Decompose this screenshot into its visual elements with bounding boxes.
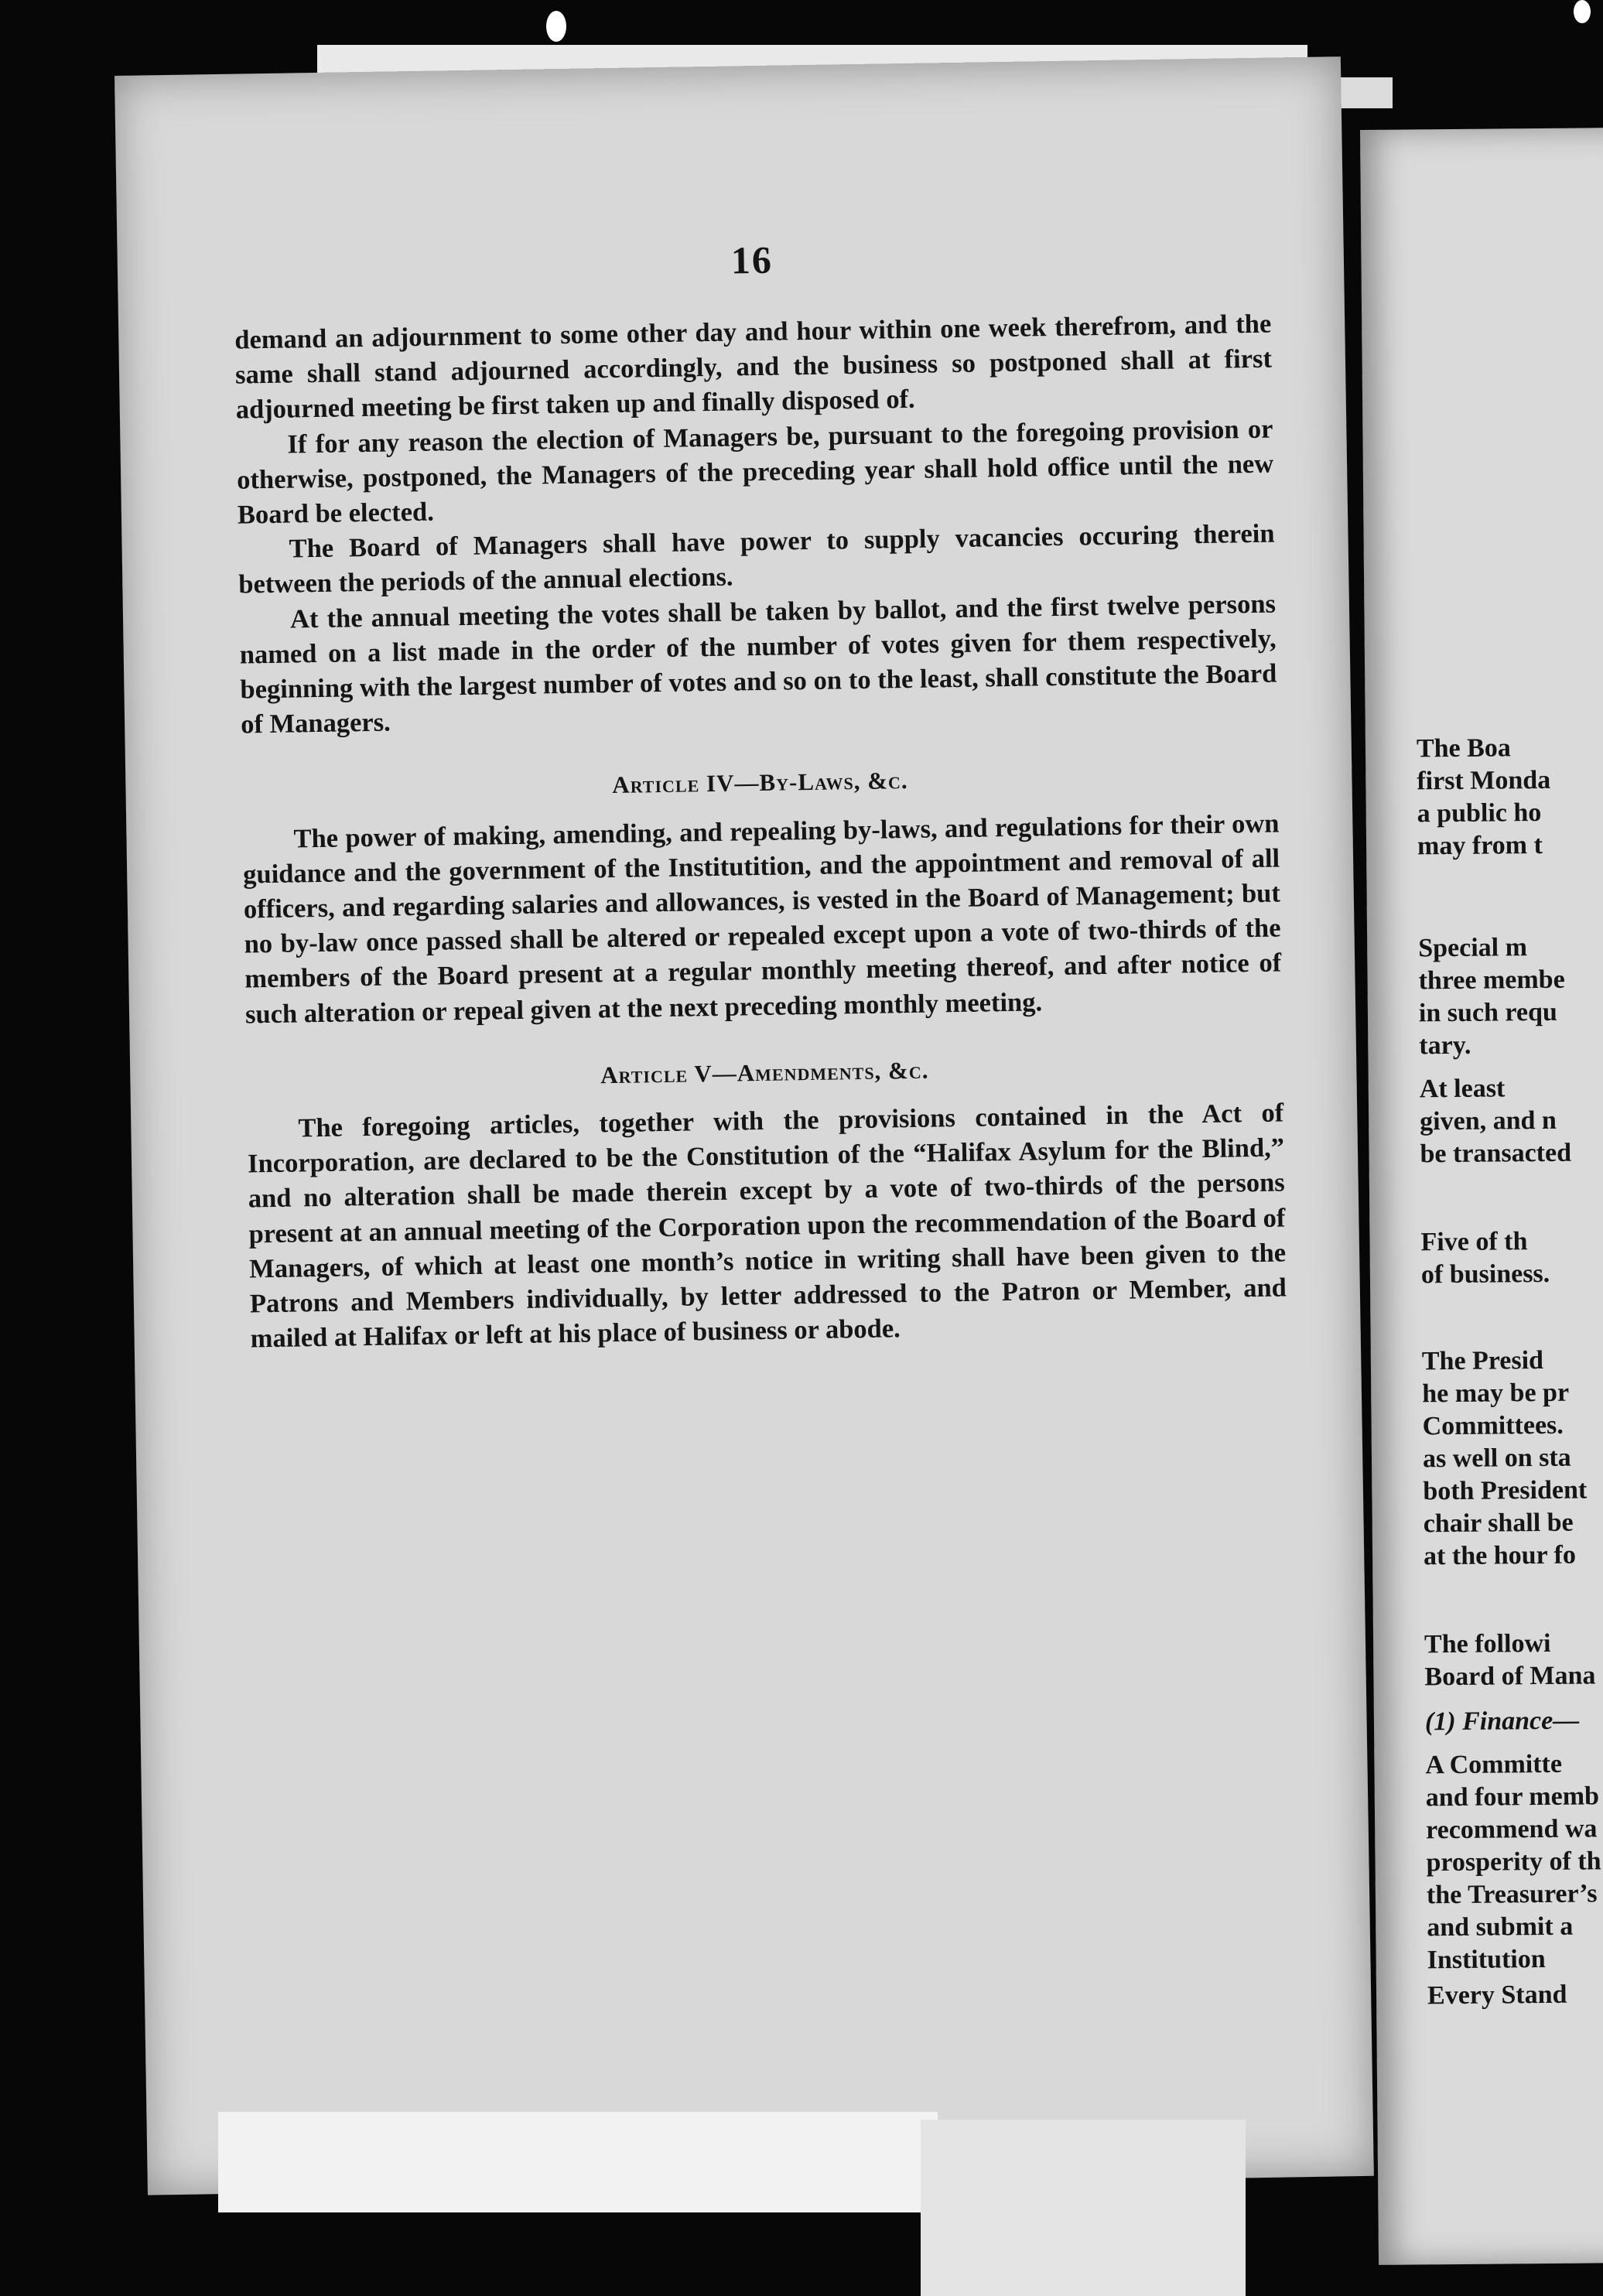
facing-line: Every Stand [1427, 1980, 1567, 2011]
facing-line: Board of Mana [1424, 1661, 1596, 1692]
facing-line: prosperity of th [1426, 1847, 1601, 1877]
paragraph: demand an adjournment to some other day and hour within one week therefrom, and the same shall stand adjourned accordingly, and the business so postponed shall at first adjourned meeting be first taken up and finally disposed of. [234, 309, 1273, 425]
facing-line: At least [1419, 1074, 1506, 1104]
facing-line: a public ho [1417, 798, 1542, 829]
facing-line: given, and n [1420, 1105, 1557, 1136]
facing-line: in such requ [1418, 997, 1558, 1028]
film-speck-2 [1574, 0, 1591, 23]
facing-line: of business. [1420, 1259, 1550, 1290]
facing-line: the Treasurer’s [1426, 1879, 1598, 1910]
paragraph: If for any reason the election of Managers be, pursuant to the foregoing provision or otherwise, postponed, the Managers of the preceding year shall hold office until the new Board be elected. [236, 414, 1274, 530]
facing-line: Five of th [1420, 1227, 1528, 1257]
facing-line: Committees. [1422, 1410, 1564, 1441]
article-heading: Article V—Amendments, &c. [600, 1056, 929, 1089]
facing-line: at the hour fo [1423, 1540, 1577, 1571]
facing-line: and submit a [1427, 1912, 1574, 1942]
facing-line: tary. [1419, 1030, 1471, 1061]
facing-line: both President [1423, 1475, 1588, 1506]
facing-line: as well on sta [1422, 1443, 1571, 1474]
paragraph: At the annual meeting the votes shall be taken by ballot, and the first twelve persons named on a list made in the order of the number of votes given for them respectively, beginning with the largest number of votes and so on to the least, shall constitute the Board of Managers. [239, 589, 1277, 740]
facing-line: A Committe [1425, 1749, 1563, 1780]
facing-line: The Boa [1416, 733, 1511, 764]
paper-strip-bottom-right [921, 2120, 1246, 2296]
facing-line: Special m [1418, 933, 1528, 963]
facing-line: The followi [1424, 1628, 1551, 1659]
paragraph: The power of making, amending, and repealing by-laws, and regulations for their own guidance and the government of the Institutition, and the appointment and removal of all officers, and regarding salaries and allowances, is vested in the Board of Management; but no by-law once passed shall be altered or repealed except upon a vote of two-thirds of the members of the Board present at a regular monthly meeting thereof, and after notice of such alteration or repeal given at the next preceding monthly meeting. [242, 808, 1282, 1030]
facing-line: (1) Finance— [1424, 1706, 1580, 1737]
document-page [114, 56, 1374, 2195]
facing-line: chair shall be [1423, 1508, 1574, 1539]
facing-line: first Monda [1417, 765, 1551, 796]
facing-line: and four memb [1425, 1782, 1600, 1813]
facing-page-text [1411, 128, 1603, 2011]
facing-line: be transacted [1420, 1138, 1572, 1169]
page-body [234, 307, 1287, 1357]
film-speck [546, 11, 566, 42]
page-number: 16 [730, 237, 774, 282]
paper-strip-bottom [218, 2112, 938, 2212]
facing-line: The Presid [1421, 1345, 1544, 1376]
facing-line: may from t [1417, 830, 1543, 861]
facing-page [1360, 128, 1603, 2265]
facing-line: Institution [1427, 1944, 1546, 1975]
facing-line: he may be pr [1422, 1378, 1570, 1409]
article-heading: Article IV—By-Laws, &c. [612, 767, 908, 799]
page-content [231, 58, 1301, 2194]
facing-line: recommend wa [1426, 1814, 1598, 1845]
facing-line: three membe [1418, 965, 1565, 996]
paragraph: The Board of Managers shall have power to supply vacancies occuring therein between the periods of the annual elections. [238, 518, 1275, 600]
paragraph: The foregoing articles, together with the provisions contained in the Act of Incorporation, are declared to be the Constitution of the “Halifax Asylum for the Blind,” and no alteration shall be made therein except by a vote of two-thirds of the persons present at an annual meeting of the Corporation upon the recommendation of the Board of Managers, of which at least one month’s notice in writing shall have been given to the Patrons and Members individually, by letter addressed to the Patron or Member, and mailed at Halifax or left at his place of business or abode. [247, 1098, 1287, 1354]
